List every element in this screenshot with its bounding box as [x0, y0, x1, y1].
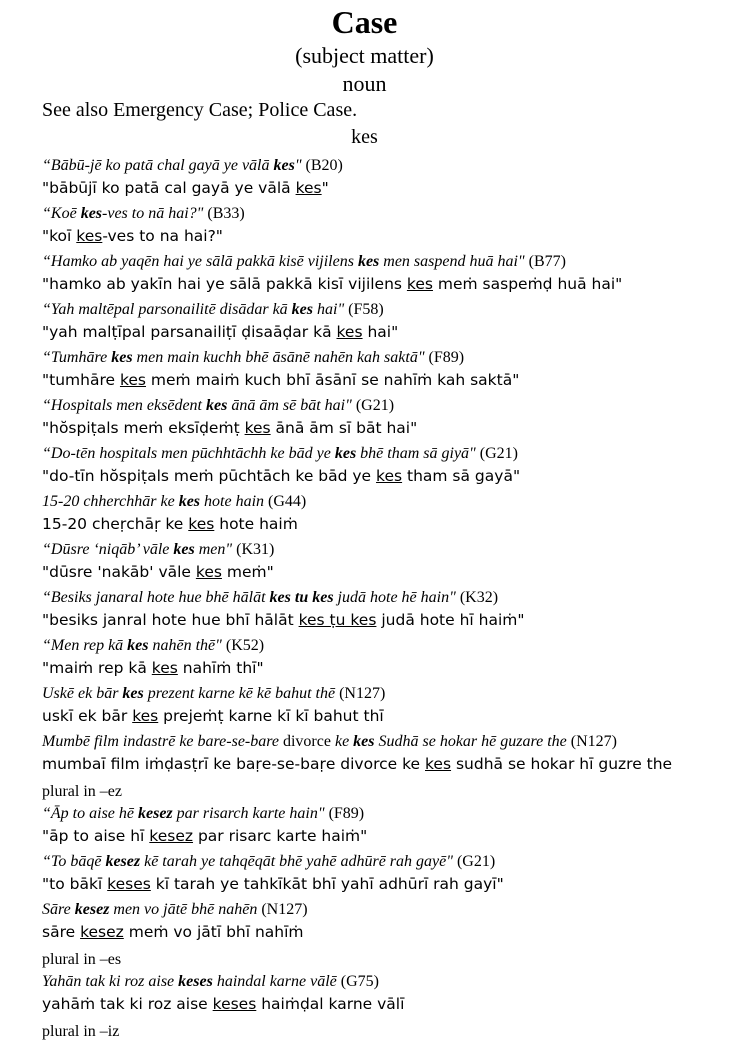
main-entry [42, 587, 722, 631]
source-ref: (F89) [324, 805, 365, 822]
hindi-line: "do-tīn hŏspiṭals meṁ pūchtāch ke bād ye kes tham sā gayā" [42, 467, 521, 485]
keyword: kes [291, 301, 313, 318]
source-ref: (F58) [344, 301, 384, 318]
plural-es-label: plural in –es [42, 951, 122, 968]
main-entry [42, 203, 722, 247]
transliteration-line [42, 851, 722, 873]
transliteration-line [42, 443, 722, 465]
hindi-keyword: kesez [80, 923, 124, 941]
main-entry [42, 155, 722, 199]
headword-hindi: kes [351, 126, 378, 148]
hindi-keyword: kes [188, 515, 215, 533]
transliteration-text: 15-20 chherchhār ke kes hote hain [42, 493, 265, 510]
hindi-line: "yah malṭīpal parsanailiṭī ḍisaāḍar kā kes hai" [42, 323, 399, 341]
part-of-speech: noun [342, 71, 387, 96]
transliteration-line [42, 731, 722, 753]
keyword: kes [353, 733, 375, 750]
hindi-line: "besiks janral hote hue bhī hālāt kes ṭu kes judā hote hī haiṁ" [42, 611, 525, 629]
hindi-keyword: kes [376, 467, 403, 485]
main-entry [42, 731, 722, 775]
main-entry [42, 683, 722, 727]
hindi-keyword: kes [295, 179, 322, 197]
transliteration-text: Uskē ek bār kes prezent karne kē kē bahut thē [42, 685, 336, 702]
source-ref: (B20) [301, 157, 343, 174]
main-entry [42, 539, 722, 583]
hindi-keyword: kes [336, 323, 363, 341]
transliteration-text: “Men rep kā kes nahēn thē" [42, 637, 222, 654]
hindi-keyword: kes ṭu kes [298, 611, 377, 629]
transliteration-text: “Tumhāre kes men main kuchh bhē āsānē nahēn kah saktā" [42, 349, 425, 366]
keyword: kes tu kes [269, 589, 334, 606]
source-ref: (B33) [203, 205, 245, 222]
ez-entry [42, 899, 722, 943]
keyword: kes [122, 685, 144, 702]
hindi-line: "maiṁ rep kā kes nahīṁ thī" [42, 659, 264, 677]
keyword: kes [127, 637, 149, 654]
transliteration-line [42, 635, 722, 657]
keyword: kesez [105, 853, 141, 870]
transliteration-text: “Āp to aise hē kesez par risarch karte hain" [42, 805, 325, 822]
main-entry [42, 347, 722, 391]
main-entry [42, 251, 722, 295]
ez-entries [42, 803, 722, 943]
transliteration-line [42, 251, 722, 273]
keyword: kes [111, 349, 133, 366]
transliteration-line [42, 395, 722, 417]
hindi-keyword: kes [425, 755, 452, 773]
transliteration-text: “To bāqē kesez kē tarah ye tahqēqāt bhē yahē adhūrē rah gayē" [42, 853, 453, 870]
main-entry [42, 443, 722, 487]
ez-entry [42, 851, 722, 895]
see-also-line: See also Emergency Case; Police Case. [42, 99, 358, 121]
transliteration-line [42, 539, 722, 561]
main-entry [42, 395, 722, 439]
transliteration-text: Mumbē film indastrē ke bare-se-bare divorce ke kes Sudhā se hokar hē guzare the [42, 733, 567, 750]
hindi-line: "āp to aise hī kesez par risarc karte haiṁ" [42, 827, 368, 845]
source-ref: (F89) [424, 349, 465, 366]
transliteration-text: “Hospitals men eksēdent kes ānā ām sē bāt hai" [42, 397, 352, 414]
source-ref: (K32) [455, 589, 499, 606]
transliteration-text: Yahān tak ki roz aise keses haindal karne vālē [42, 973, 337, 990]
hindi-keyword: kes [406, 275, 433, 293]
headword-title: Case [331, 4, 398, 40]
keyword: kes [357, 253, 380, 270]
hindi-line: "hamko ab yakīn hai ye sālā pakkā kisī vijilens kes meṁ saspeṁḍ huā hai" [42, 275, 623, 293]
source-ref: (N127) [335, 685, 386, 702]
es-entries [42, 971, 722, 1015]
keyword: kes [80, 205, 103, 222]
keyword: kes [334, 445, 357, 462]
source-ref: (K52) [221, 637, 265, 654]
hindi-line: "koī kes-ves to na hai?" [42, 227, 223, 245]
transliteration-text: “Dūsre ‘niqāb’ vāle kes men" [42, 541, 233, 558]
hindi-keyword: keses [212, 995, 257, 1013]
transliteration-text: Sāre kesez men vo jātē bhē nahēn [42, 901, 258, 918]
plural-ez-label: plural in –ez [42, 783, 122, 800]
source-ref: (K31) [232, 541, 275, 558]
keyword: kesez [74, 901, 110, 918]
sense-subtitle: (subject matter) [295, 43, 434, 68]
transliteration-line [42, 203, 722, 225]
keyword: kesez [138, 805, 173, 822]
transliteration-line [42, 803, 722, 825]
source-ref: (G75) [336, 973, 379, 990]
transliteration-text: “Yah maltēpal parsonailitē disādar kā kes hai" [42, 301, 345, 318]
hindi-line: uskī ek bār kes prejeṁṭ karne kī kī bahut thī [42, 707, 384, 725]
hindi-line: 15-20 cheṛchāṛ ke kes hote haiṁ [42, 515, 298, 533]
transliteration-text: “Hamko ab yaqēn hai ye sālā pakkā kisē vijilens kes men saspend huā hai" [42, 253, 525, 270]
transliteration-text: “Koē kes-ves to nā hai?" [42, 205, 204, 222]
transliteration-line [42, 971, 722, 993]
hindi-line: sāre kesez meṁ vo jātī bhī nahīṁ [42, 923, 304, 941]
main-entries [42, 155, 722, 775]
transliteration-line [42, 299, 722, 321]
transliteration-line [42, 347, 722, 369]
source-ref: (B77) [524, 253, 566, 270]
main-entry [42, 491, 722, 535]
hindi-line: "dūsre 'nakāb' vāle kes meṁ" [42, 563, 274, 581]
hindi-keyword: kesez [149, 827, 194, 845]
hindi-line: mumbaī film iṁḍasṭrī ke baṛe-se-baṛe divorce ke kes sudhā se hokar hī guzre the [42, 755, 673, 773]
transliteration-line [42, 587, 722, 609]
hindi-keyword: kes [132, 707, 159, 725]
main-entry [42, 635, 722, 679]
transliteration-line [42, 683, 722, 705]
keyword: keses [178, 973, 213, 990]
english-word: divorce [282, 733, 331, 750]
transliteration-text: “Besiks janaral hote hue bhē hālāt kes tu kes judā hote hē hain" [42, 589, 456, 606]
hindi-line: "hŏspiṭals meṁ eksīḍeṁṭ kes ānā ām sī bāt hai" [42, 419, 418, 437]
entries-container [42, 155, 722, 1043]
keyword: kes [273, 157, 295, 174]
main-entry [42, 299, 722, 343]
hindi-keyword: kes [244, 419, 271, 437]
hindi-keyword: kes [119, 371, 146, 389]
source-ref: (N127) [257, 901, 308, 918]
hindi-keyword: keses [107, 875, 151, 893]
es-entry [42, 971, 722, 1015]
ez-entry [42, 803, 722, 847]
hindi-line: "tumhāre kes meṁ maiṁ kuch bhī āsānī se nahīṁ kah saktā" [42, 371, 520, 389]
keyword: kes [178, 493, 201, 510]
hindi-line: "bābūjī ko patā cal gayā ye vālā kes" [42, 179, 329, 197]
source-ref: (N127) [566, 733, 617, 750]
transliteration-line [42, 491, 722, 513]
source-ref: (G21) [351, 397, 395, 414]
transliteration-line [42, 155, 722, 177]
keyword: kes [173, 541, 195, 558]
source-ref: (G44) [264, 493, 307, 510]
source-ref: (G21) [475, 445, 518, 462]
hindi-keyword: kes [195, 563, 222, 581]
hindi-line: "to bākī keses kī tarah ye tahkīkāt bhī yahī adhūrī rah gayī" [42, 875, 504, 893]
transliteration-text: “Do-tēn hospitals men pūchhtāchh ke bād ye kes bhē tham sā giyā" [42, 445, 476, 462]
hindi-line: yahāṁ tak ki roz aise keses haiṁḍal karne vālī [42, 995, 405, 1013]
keyword: kes [205, 397, 228, 414]
transliteration-line [42, 899, 722, 921]
hindi-keyword: kes [151, 659, 178, 677]
plural-iz-label: plural in –iz [42, 1023, 120, 1040]
hindi-keyword: kes [76, 227, 103, 245]
source-ref: (G21) [452, 853, 496, 870]
transliteration-text: “Bābū-jē ko patā chal gayā ye vālā kes" [42, 157, 302, 174]
